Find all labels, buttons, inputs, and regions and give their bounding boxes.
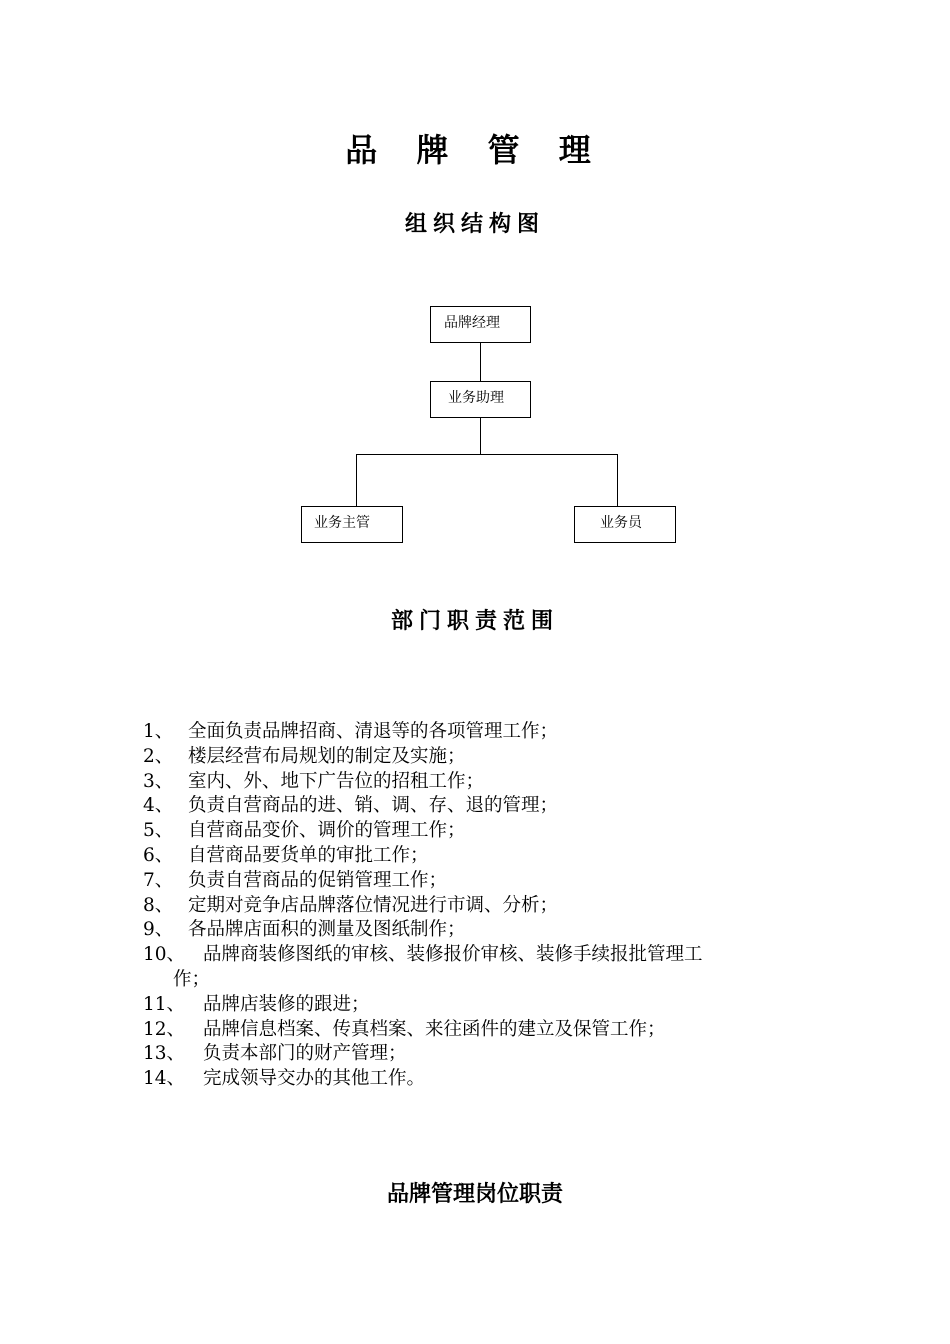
duty-text: 楼层经营布局规划的制定及实施； [188,745,466,767]
node-business-staff-label: 业务员 [600,515,642,531]
duty-number: 8、 [143,894,174,916]
duty-item [143,794,843,819]
post-duties-heading: 品牌管理岗位职责 [386,1182,563,1207]
connector-left-drop [356,454,357,506]
duty-text: 自营商品变价、调价的管理工作； [188,820,466,842]
duty-text: 各品牌店面积的测量及图纸制作； [188,919,466,941]
duty-number: 4、 [143,795,174,817]
scope-heading: 部门职责范围 [390,609,559,634]
duty-text: 负责自营商品的促销管理工作； [188,869,448,891]
duty-item [143,869,843,894]
duty-number: 9、 [143,919,174,941]
duty-item [143,943,843,993]
duty-number: 10、 [143,944,186,966]
node-business-assistant [430,381,531,418]
duty-text: 负责自营商品的进、销、调、存、退的管理； [188,795,559,817]
duty-number: 12、 [143,1018,186,1040]
duty-item [143,894,843,919]
connector-right-drop [617,454,618,506]
duty-number: 2、 [143,745,174,767]
node-business-supervisor-label: 业务主管 [314,515,370,531]
duty-number: 14、 [143,1068,186,1090]
duty-text: 全面负责品牌招商、清退等的各项管理工作； [188,721,559,742]
document-title: 品 牌 管 理 [345,131,605,169]
duty-item [143,1067,843,1092]
node-brand-manager-label: 品牌经理 [444,315,500,331]
duty-text: 品牌信息档案、传真档案、来往函件的建立及保管工作； [203,1018,666,1040]
duty-item [143,720,843,745]
duty-number: 3、 [143,770,174,792]
connector-manager-assistant [480,343,481,381]
node-business-staff [574,506,676,543]
duty-text: 定期对竞争店品牌落位情况进行市调、分析； [188,894,559,916]
duty-text: 自营商品要货单的审批工作； [188,844,429,866]
duty-number: 7、 [143,869,174,891]
node-brand-manager [430,306,531,343]
duty-text: 室内、外、地下广告位的招租工作； [188,770,485,792]
duty-list [143,720,843,1092]
duty-item [143,819,843,844]
duty-text: 品牌商装修图纸的审核、装修报价审核、装修手续报批管理工 [203,944,703,966]
duty-item [143,745,843,770]
duty-text: 品牌店装修的跟进； [203,993,370,1015]
node-business-assistant-label: 业务助理 [448,390,504,406]
connector-horizontal [356,454,618,455]
duty-text: 负责本部门的财产管理； [203,1043,407,1065]
connector-assistant-down [480,418,481,455]
duty-item [143,770,843,795]
duty-item [143,993,843,1018]
duty-item [143,1018,843,1043]
duty-number: 1、 [143,721,174,742]
duty-item [143,844,843,869]
org-chart-heading: 组织结构图 [404,212,545,237]
duty-item [143,1042,843,1067]
duty-number: 11、 [143,993,186,1015]
duty-number: 6、 [143,844,174,866]
duty-item [143,918,843,943]
duty-text-continuation: 作； [173,968,211,990]
duty-number: 5、 [143,820,174,842]
org-chart [0,0,950,600]
duty-number: 13、 [143,1043,186,1065]
node-business-supervisor [301,506,403,543]
duty-text: 完成领导交办的其他工作。 [203,1068,426,1090]
